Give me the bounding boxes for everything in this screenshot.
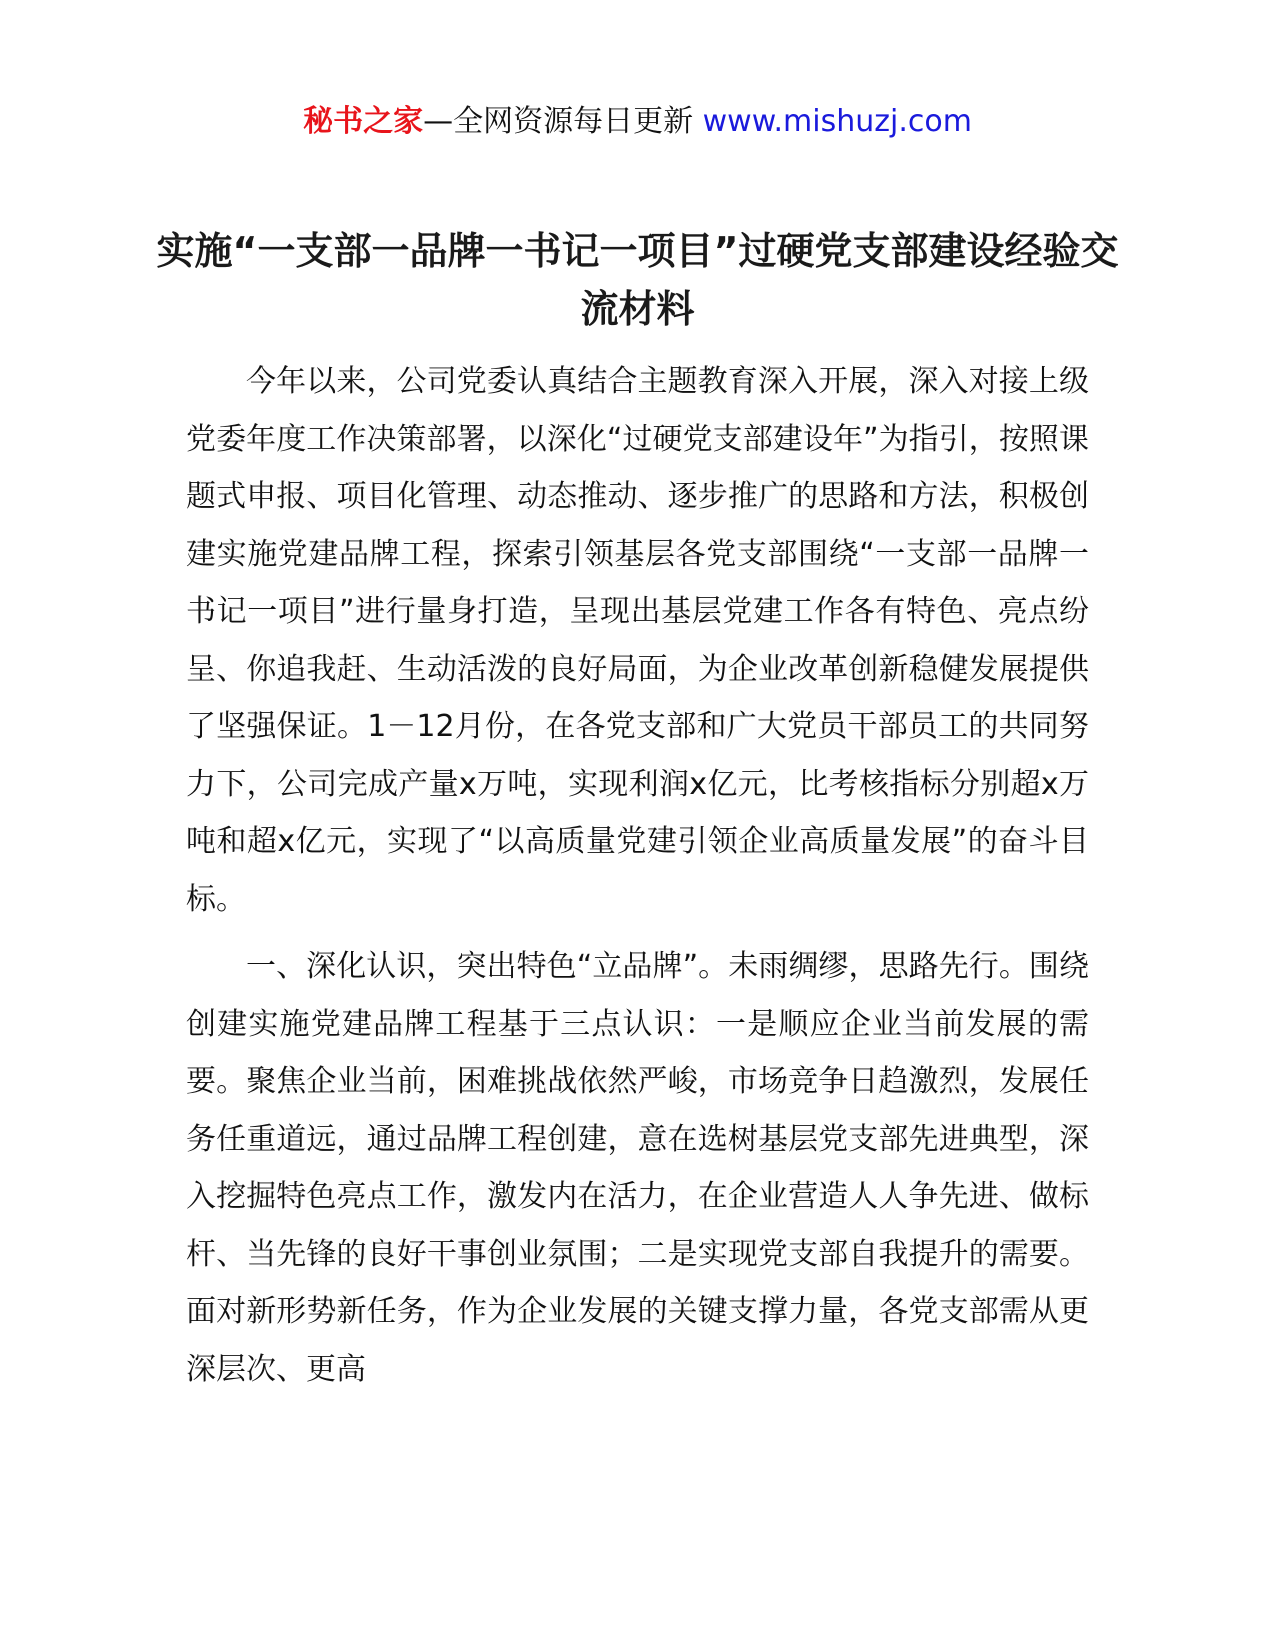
document-title: 实施“一支部一品牌一书记一项目”过硬党支部建设经验交流材料 bbox=[156, 229, 1119, 331]
site-brand: 秘书之家 bbox=[303, 104, 424, 139]
document-body bbox=[186, 353, 1089, 1398]
paragraph-intro: 今年以来，公司党委认真结合主题教育深入开展，深入对接上级党委年度工作决策部署，以深化“过硬党支部建设年”为指引，按照课题式申报、项目化管理、动态推动、逐步推广的思路和方法，积极创建实施党建品牌工程，探索引领基层各党支部围绕“一支部一品牌一书记一项目”进行量身打造，呈现出基层党建工作各有特色、亮点纷呈、你追我赶、生动活泼的良好局面，为企业改革创新稳健发展提供了坚强保证。1－12月份，在各党支部和广大党员干部员工的共同努力下，公司完成产量x万吨，实现利润x亿元，比考核指标分别超x万吨和超x亿元，实现了“以高质量党建引领企业高质量发展”的奋斗目标。 bbox=[186, 364, 1089, 917]
site-url-link[interactable]: www.mishuzj.com bbox=[702, 104, 972, 139]
paragraph-section-1: 一、深化认识，突出特色“立品牌”。未雨绸缪，思路先行。围绕创建实施党建品牌工程基于三点认识：一是顺应企业当前发展的需要。聚焦企业当前，困难挑战依然严峻，市场竞争日趋激烈，发展任务任重道远，通过品牌工程创建，意在选树基层党支部先进典型，深入挖掘特色亮点工作，激发内在活力，在企业营造人人争先进、做标杆、当先锋的良好干事创业氛围；二是实现党支部自我提升的需要。面对新形势新任务，作为企业发展的关键支撑力量，各党支部需从更深层次、更高 bbox=[186, 949, 1089, 1387]
site-header bbox=[0, 100, 1275, 144]
site-tagline: —全网资源每日更新 bbox=[423, 104, 703, 139]
